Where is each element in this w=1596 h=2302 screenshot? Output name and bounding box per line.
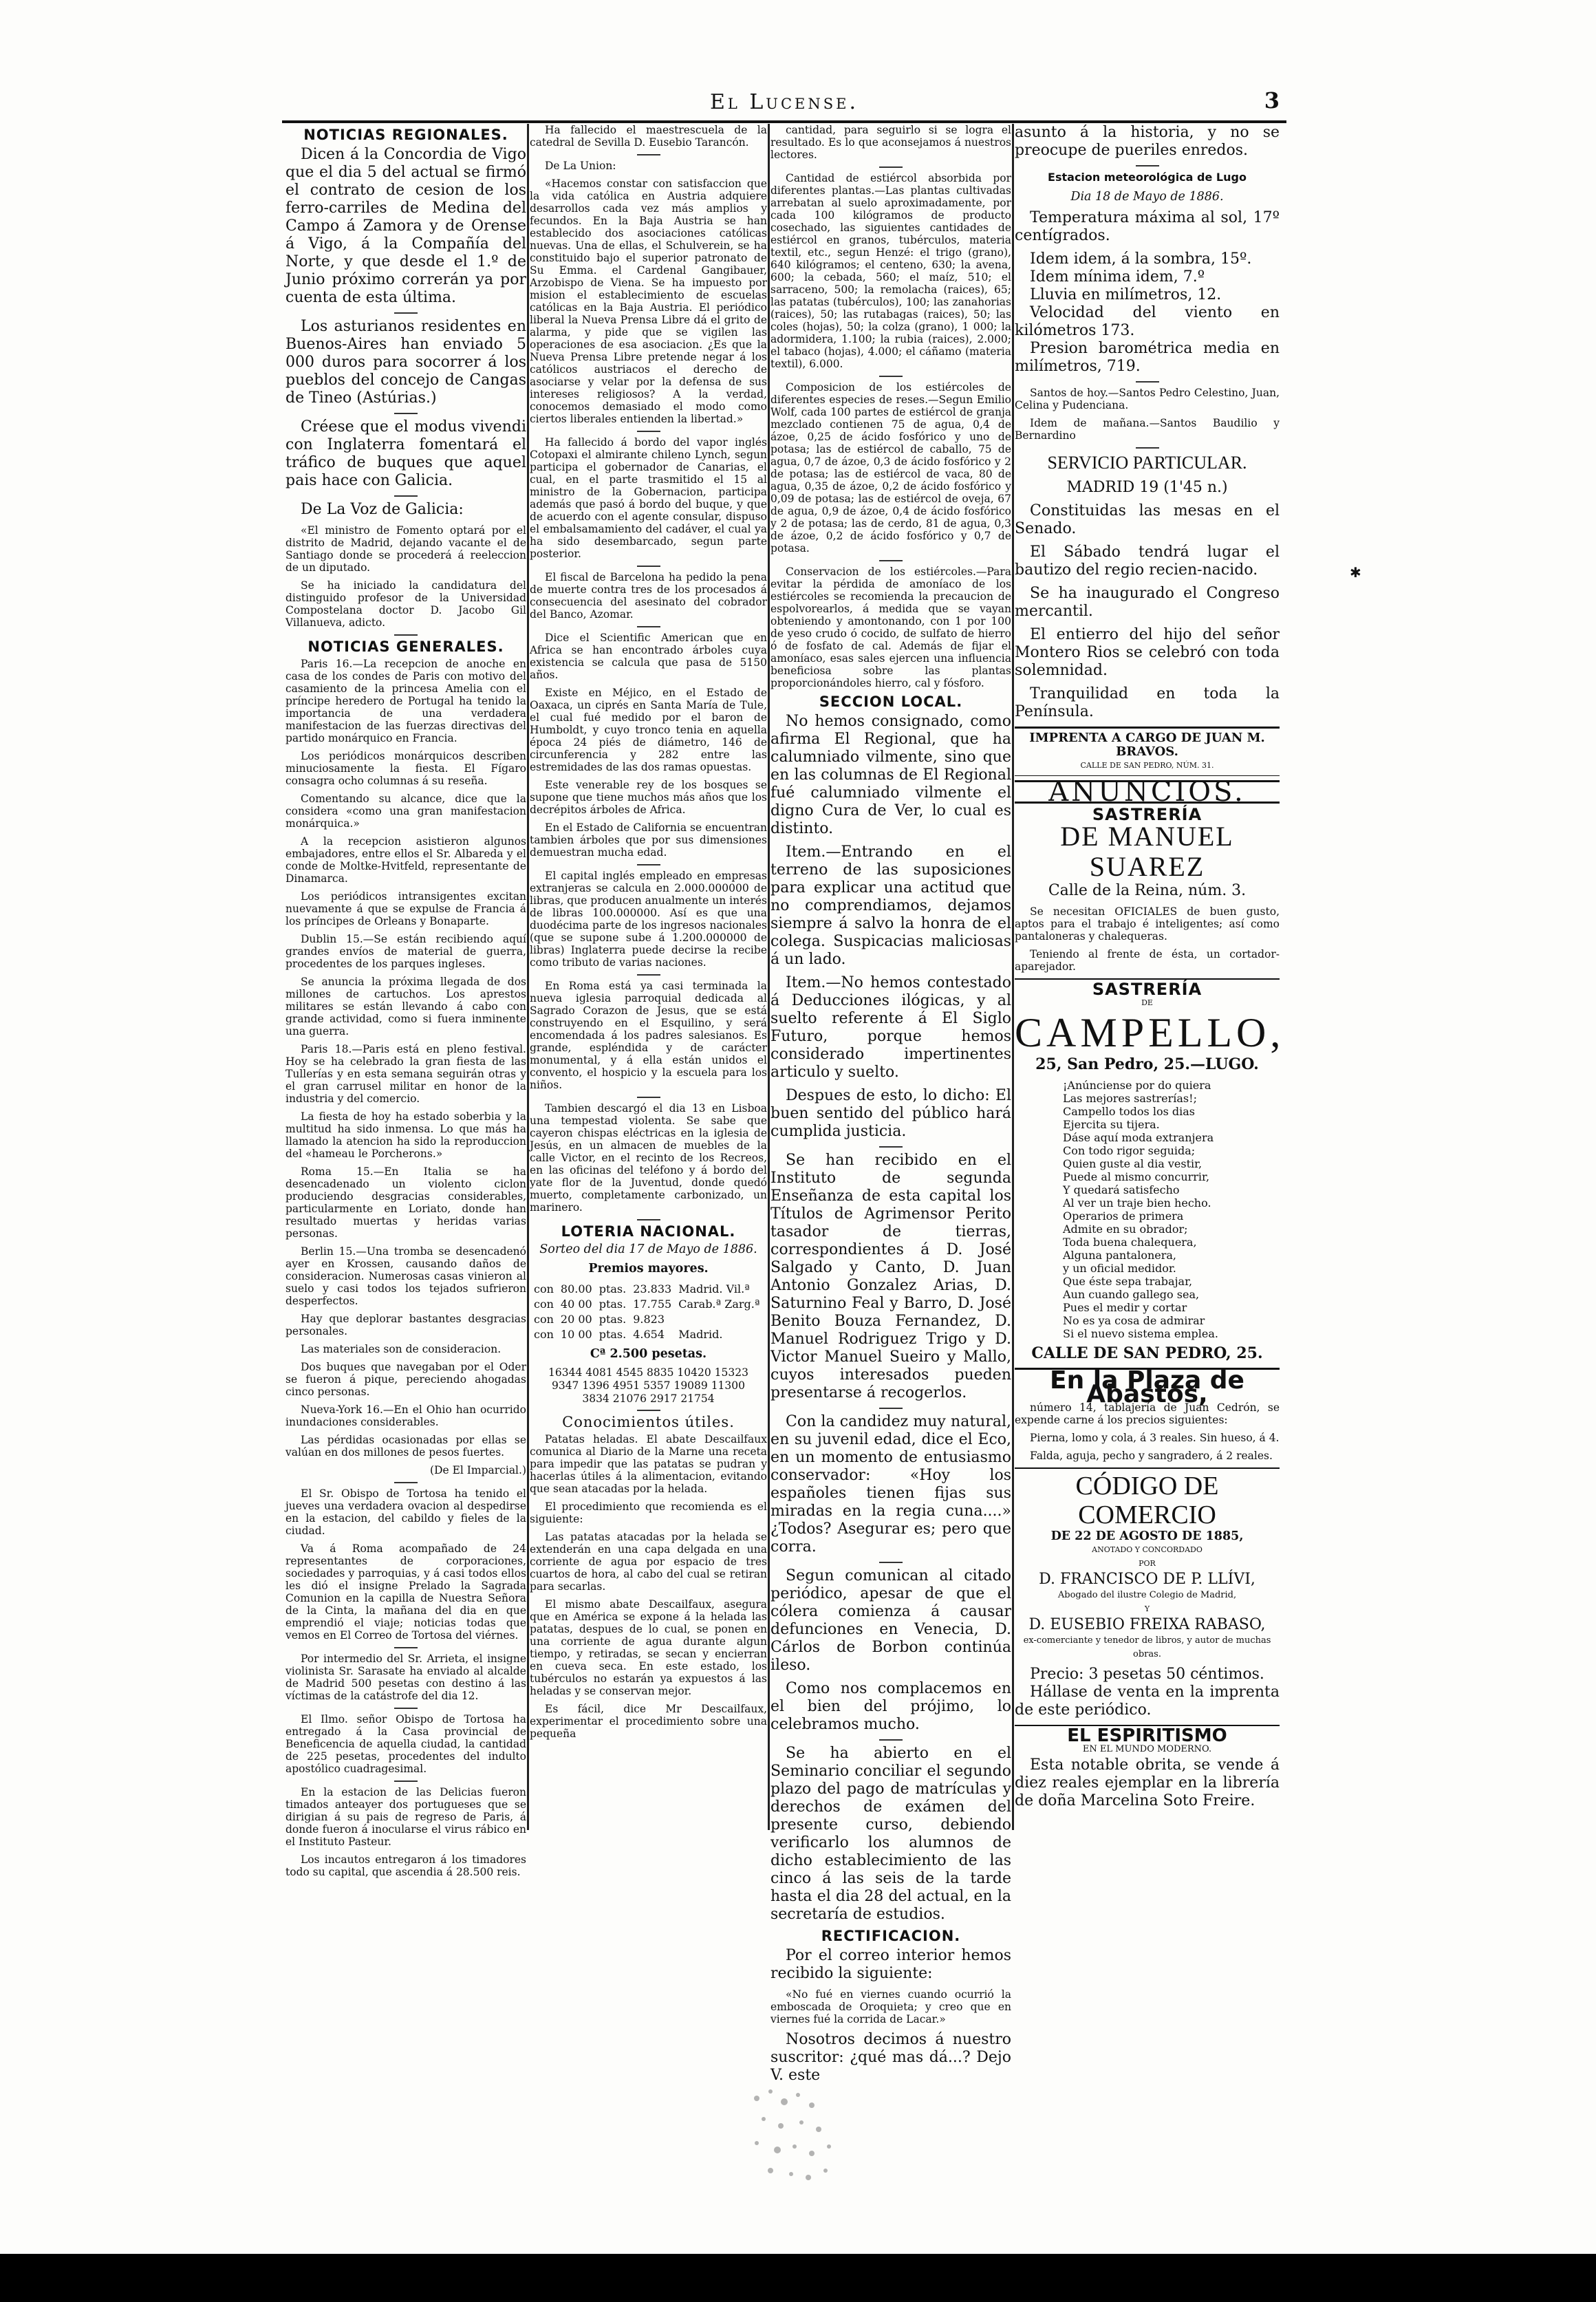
poem-line: Ejercita su tijera. <box>1063 1118 1160 1131</box>
column-1 <box>285 124 526 1878</box>
article-paragraph: Dos buques que navegaban por el Oder se fueron á pique, pereciendo ahogadas cinco personas. <box>285 1361 526 1398</box>
divider <box>879 560 903 561</box>
article-paragraph: De La Union: <box>545 160 616 172</box>
poem-line: Campello todos los dias <box>1063 1105 1196 1118</box>
article-paragraph: Item.—Entrando en el terreno de las suposiciones para explicar una actitud que no comprendiamos, dejamos siempre á salvo la honra de el colega. Suspicacias maliciosas á un lado. <box>770 843 1011 968</box>
article-paragraph: Tambien descargó el dia 13 en Lisboa una tempestad violenta. Se sabe que cayeron chispas eléctricas en la iglesia de Jesús, en un almacen de muebles de la calle Victor, en el recinto de los Recreos, en las oficinas del teléfono y á bordo del yate flor de la Juventud, donde quedó muerto, completamente carbonizado, un marinero. <box>530 1102 767 1214</box>
article-paragraph: Roma 15.—En Italia se ha desencadenado un violento ciclon produciendo desgracias considerables, particularmente en Loriato, donde han resultado muertas y heridas varias personas. <box>285 1165 526 1240</box>
premios-table <box>530 1281 764 1343</box>
article-paragraph: Es fácil, dice Mr Descailfaux, experimentar el procedimiento sobre una pequeña <box>530 1703 767 1740</box>
article-paragraph: Patatas heladas. El abate Descailfaux comunica al Diario de la Marne una receta para impedir que las patatas se pudran y hacerlas útiles á la alimentacion, evitando que sean atacadas por la helada. <box>530 1433 767 1495</box>
premios-cell: 4.654 <box>633 1328 665 1341</box>
codigo-anotado: ANOTADO Y CONCORDADO <box>1092 1545 1203 1554</box>
premios-cell: ptas. <box>598 1313 627 1326</box>
premios-cell: 17.755 <box>633 1298 672 1311</box>
article-paragraph: Composicion de los estiércoles de diferentes especies de reses.—Segun Emilio Wolf, cada 100 partes de estiércol de granja mezclado contienen 75 de agua, 0,4 de ázoe, 0,25 de ácido fosfórico y uno de potasa; las de estiércol de caballo, 75 de agua, 0,7 de ázoe, 0,3 de ácido fosfórico y 2 de potasa; las de estiércol de vaca, 80 de agua, 0,35 de ázoe, 0,2 de ácido fosfórico y 0,09 de potasa; las de estiércol de oveja, 67 de agua, 0,9 de ázoe, 0,4 de ácido fosfórico y 2 de potasa; las de cerdo, 81 de agua, 0,3 de ázoe, 0,2 de ácido fosfórico y 0,7 de potasa. <box>770 381 1011 555</box>
divider <box>637 1410 660 1411</box>
campello-footer: CALLE DE SAN PEDRO, 25. <box>1031 1344 1263 1362</box>
divider <box>637 1097 660 1098</box>
article-paragraph: En la estacion de las Delicias fueron timados anteayer dos portugueses que se dirigian á su pais de regreso de Paris, á donde fueron á inocularse el virus rábico en el Instituto Pasteur. <box>285 1786 526 1848</box>
article-paragraph: De La Voz de Galicia: <box>301 501 464 518</box>
article-paragraph: Se ha iniciado la candidatura del distinguido profesor de la Universidad Compostelana doctor D. Jacobo Gil Villanueva, adicto. <box>285 579 526 629</box>
article-paragraph: Ha fallecido á bordo del vapor inglés Cotopaxi el almirante chileno Lynch, segun participa el gobernador de Canarias, el cual, en el parte trasmitido el 15 al ministro de la Gobernacion, participa además que pasó á bordo del buque, y que de acuerdo con el agente consular, dispuso el embalsamamiento del cadáver, el cual ya ha sido desembarcado, segun parte posterior. <box>530 436 767 560</box>
meteo-line: Temperatura máxima al sol, 17º centígrados. <box>1015 209 1280 244</box>
sastreria-title: SASTRERÍA <box>1092 980 1203 999</box>
poem-line: ¡Anúnciense por do quiera <box>1063 1079 1211 1092</box>
codigo-author-desc: ex-comerciante y tenedor de libros, y autor de muchas obras. <box>1023 1635 1271 1659</box>
codigo-author: D. FRANCISCO DE P. LLÍVI, <box>1039 1571 1255 1588</box>
premios-cell <box>676 1313 762 1326</box>
c2500-row: 16344 4081 4545 8835 10420 15323 <box>548 1366 748 1379</box>
article-paragraph: La fiesta de hoy ha estado soberbia y la multitud ha sido inmensa. Lo que más ha llamado la atencion ha sido la reproduccion del «hameau le Porcherons.» <box>285 1110 526 1160</box>
article-paragraph: Dublin 15.—Se están recibiendo aquí grandes envíos de material de guerra, procedentes de los parques ingleses. <box>285 933 526 970</box>
article-paragraph: Por intermedio del Sr. Arrieta, el insigne violinista Sr. Sarasate ha enviado al alcalde de Madrid 500 pesetas con destino á las víctimas de la catástrofe del dia 12. <box>285 1653 526 1702</box>
page-number: 3 <box>1264 87 1280 114</box>
column-rule <box>768 124 770 1830</box>
article-paragraph: Créese que el modus vivendi con Inglaterra fomentará el tráfico de buques que aquel pais hace con Galicia. <box>285 418 526 489</box>
santos-manana: Idem de mañana.—Santos Baudilio y Bernardino <box>1015 417 1280 442</box>
poem-line: Toda buena chalequera, <box>1063 1236 1197 1249</box>
premios-cell: con <box>534 1313 554 1326</box>
servicio-line: Tranquilidad en toda la Península. <box>1015 685 1280 720</box>
divider <box>637 154 660 155</box>
loteria-subtitle: Sorteo del dia 17 de Mayo de 1886. <box>539 1243 757 1256</box>
meteo-title: Estacion meteorológica de Lugo <box>1048 171 1247 184</box>
espiritismo-title: EL ESPIRITISMO <box>1067 1725 1227 1746</box>
article-paragraph: «El ministro de Fomento optará por el distrito de Madrid, dejando vacante el de Santiago donde se procederá á reeleccion de un diputado. <box>285 524 526 574</box>
codigo-date: DE 22 DE AGOSTO DE 1885, <box>1050 1529 1244 1543</box>
column-rule <box>527 124 529 1830</box>
campello-poem <box>1015 1079 1280 1340</box>
plaza-title: En la Plaza de Abastos, <box>1050 1366 1244 1408</box>
servicio-line: Se ha inaugurado el Congreso mercantil. <box>1015 585 1280 620</box>
library-stamp-icon <box>715 2071 874 2208</box>
article-paragraph: Ha fallecido el maestrescuela de la catedral de Sevilla D. Eusebio Tarancón. <box>530 124 767 149</box>
section-title-regionales: NOTICIAS REGIONALES. <box>303 127 508 143</box>
premios-row <box>531 1282 762 1296</box>
article-paragraph: Comentando su alcance, dice que la considera «como una gran manifestacion monárquica.» <box>285 793 526 830</box>
meteo-line: Idem idem, á la sombra, 15º. <box>1030 250 1252 268</box>
anuncios-banner: ANUNCIOS. <box>1015 780 1280 804</box>
meteo-date: Dia 18 de Mayo de 1886. <box>1070 190 1224 204</box>
premios-row <box>531 1328 762 1342</box>
article-paragraph: Como nos complacemos en el bien del prójimo, lo celebramos mucho. <box>770 1680 1011 1733</box>
premios-cell: 9.823 <box>633 1313 665 1326</box>
codigo-venta: Hállase de venta en la imprenta de este periódico. <box>1015 1684 1280 1719</box>
article-paragraph: Paris 18.—Paris está en pleno festival. Hoy se ha celebrado la gran fiesta de las Tullerías y en esta semana seguirán otras y el gran carrusel militar en honor de la industria y del comercio. <box>285 1043 526 1105</box>
codigo-por: POR <box>1139 1559 1156 1568</box>
article-paragraph: Los incautos entregaron á los timadores todo su capital, que ascendia á 28.500 reis. <box>285 1853 526 1878</box>
poem-line: Puede al mismo concurrir, <box>1063 1170 1210 1183</box>
article-paragraph: El Ilmo. señor Obispo de Tortosa ha entregado á la Casa provincial de Beneficencia de aquella ciudad, la cantidad de 225 pesetas, procedentes del indulto apostólico cuadragesimal. <box>285 1713 526 1775</box>
divider <box>879 166 903 168</box>
article-paragraph: «No fué en viernes cuando ocurrió la emboscada de Oroquieta; y creo que en viernes fué la corrida de Lacar.» <box>770 1988 1011 2025</box>
meteo-line: Presion barométrica media en milímetros, 719. <box>1015 340 1280 375</box>
premios-row <box>531 1298 762 1311</box>
poem-line: Pues el medir y cortar <box>1063 1301 1187 1314</box>
section-title-util: Conocimientos útiles. <box>562 1414 735 1430</box>
article-paragraph: Las materiales son de consideracion. <box>301 1343 502 1355</box>
article-paragraph: Se ha abierto en el Seminario conciliar el segundo plazo del pago de matrículas y derechos de exámen del presente curso, debiendo verificarlo los alumnos de dicho establecimiento de las cinco á las seis de la tarde hasta el dia 28 del actual, en la secretaría de estudios. <box>770 1745 1011 1923</box>
sastreria-suarez-text: Se necesitan OFICIALES de buen gusto, aptos para el trabajo é inteligentes; así como pantaloneras y chalequeras. <box>1015 905 1280 943</box>
codigo-price: Precio: 3 pesetas 50 céntimos. <box>1030 1666 1264 1683</box>
article-paragraph: Berlin 15.—Una tromba se desencadenó ayer en Krossen, causando daños de consideracion. Numerosas casas vinieron al suelo y casi todos los tejados sufrieron desperfectos. <box>285 1245 526 1307</box>
c2500-row: 9347 1396 4951 5357 19089 11300 <box>551 1379 746 1392</box>
poem-line: Admite en su obrador; <box>1063 1223 1188 1236</box>
poem-line: No es ya cosa de admirar <box>1063 1314 1205 1327</box>
sastreria-suarez-address: Calle de la Reina, núm. 3. <box>1048 882 1247 899</box>
article-paragraph: Por el correo interior hemos recibido la siguiente: <box>770 1947 1011 1982</box>
article-paragraph: Paris 16.—La recepcion de anoche en casa de los condes de Paris con motivo del casamiento de la princesa Amelia con el príncipe heredero de Portugal ha tenido la importancia de una verdadera manifestacion de las fuerzas directivas del partido monárquico en Francia. <box>285 658 526 744</box>
sastreria-title: SASTRERÍA <box>1092 805 1203 824</box>
article-paragraph: Hay que deplorar bastantes desgracias personales. <box>285 1313 526 1337</box>
sastreria-de: DE <box>1141 998 1153 1007</box>
article-paragraph: Se han recibido en el Instituto de segunda Enseñanza de esta capital los Títulos de Agrimensor Perito tasador de tierras, correspondientes á D. José Salgado y Canto, D. Juan Antonio Gonzalez Arias, D. Saturnino Feal y Barro, D. José Benito Bouza Fernandez, D. Manuel Rodriguez Trigo y D. Victor Manuel Sueiro y Mallo, cuyos interesados pueden presentarse á recogerlos. <box>770 1152 1011 1401</box>
article-paragraph: Nosotros decimos á nuestro suscritor: ¿qué mas dá...? Dejo V. este <box>770 2031 1011 2084</box>
column-4 <box>1015 124 1285 1830</box>
article-paragraph: Va á Roma acompañado de 24 representantes de corporaciones, sociedades y parroquias, y á casi todos ellos les dió el insigne Prelado la Sagrada Comunion en la capilla de Nuestra Señora de la Cinta, la mañana del dia en que emprendió el viaje; noticias todas que vemos en El Correo de Tortosa del viérnes. <box>285 1542 526 1642</box>
sastreria-campello-name: CAMPELLO, <box>1015 1010 1285 1055</box>
article-paragraph: Los periódicos intransigentes excitan nuevamente á que se expulse de Francia á los príncipes de Orleans y Bonaparte. <box>285 890 526 927</box>
imprenta-address: CALLE DE SAN PEDRO, NÚM. 31. <box>1080 761 1214 770</box>
sastreria-suarez-text: Teniendo al frente de ésta, un cortador-aparejador. <box>1015 948 1280 973</box>
plaza-text: número 14, tablajería de Juan Cedrón, se expende carne á los precios siguientes: <box>1015 1401 1280 1426</box>
divider <box>637 626 660 627</box>
premios-cell: ptas. <box>598 1298 627 1311</box>
article-paragraph: Los periódicos monárquicos describen minuciosamente la fiesta. El Fígaro consagra ocho columnas á su reseña. <box>285 750 526 787</box>
divider <box>879 1562 903 1563</box>
column-3 <box>770 124 1011 2084</box>
codigo-title: CÓDIGO DE COMERCIO <box>1075 1472 1219 1529</box>
divider <box>394 634 418 636</box>
sastreria-suarez-name: DE MANUEL SUAREZ <box>1060 821 1234 882</box>
premios-cell: con <box>534 1282 554 1295</box>
santos-hoy: Santos de hoy.—Santos Pedro Celestino, Juan, Celina y Pudenciana. <box>1015 387 1280 411</box>
article-paragraph: Los asturianos residentes en Buenos-Aires han enviado 5 000 duros para socorrer á los pueblos del concejo de Cangas de Tineo (Astúrias.) <box>285 318 526 407</box>
divider <box>879 1146 903 1148</box>
poem-line: Quien guste al dia vestir, <box>1063 1157 1203 1170</box>
divider <box>1136 447 1159 449</box>
article-paragraph: cantidad, para seguirlo si se logra el resultado. Es lo que aconsejamos á nuestros lectores. <box>770 124 1011 161</box>
premios-title: Premios mayores. <box>588 1262 709 1276</box>
meteo-line: Idem mínima idem, 7.º <box>1030 268 1205 286</box>
article-paragraph: El procedimiento que recomienda es el siguiente: <box>530 1500 767 1525</box>
servicio-line: El Sábado tendrá lugar el bautizo del regio recien-nacido. <box>1015 544 1280 579</box>
article-paragraph: Item.—No hemos contestado á Deducciones ilógicas, y al suelto referente á El Siglo Futuro, porque hemos considerado impertinentes articulo y suelto. <box>770 974 1011 1081</box>
servicio-line: Constituidas las mesas en el Senado. <box>1015 502 1280 537</box>
article-paragraph: En el Estado de California se encuentran tambien árboles que por sus dimensiones demuestran mucha edad. <box>530 821 767 859</box>
article-paragraph: El Sr. Obispo de Tortosa ha tenido el jueves una verdadera ovacion al despedirse en la estacion, del cabildo y fieles de la ciudad. <box>285 1487 526 1537</box>
article-paragraph: «Hacemos constar con satisfaccion que la vida católica en Austria adquiere desarrollos cada vez más amplios y fecundos. En la Baja Austria se han establecido dos asociaciones católicas nuevas. Una de ellas, el Schulverein, se ha constituido bajo el superior patronato de Su Emma. el Cardenal Gangibauer, Arzobispo de Viena. Se ha impuesto por mision el establecimiento de escuelas católicas en la Baja Austria. El periódico liberal la Nueva Prensa Libre dá el grito de alarma, y pide que se vigilen las operaciones de esa asociacion. ¿Es que la Nueva Prensa Libre pretende negar á los católicos austriacos el derecho de asociarse y velar por la defensa de sus intereses religiosos? A la verdad, conocemos demasiado el modo como ciertos liberales entienden la libertad.» <box>530 178 767 425</box>
servicio-title: SERVICIO PARTICULAR. <box>1047 453 1247 473</box>
premios-cell: 10 00 <box>560 1328 592 1341</box>
article-paragraph: El fiscal de Barcelona ha pedido la pena de muerte contra tres de los procesados á consecuencia del asesinato del cobrador del Banco, Azomar. <box>530 571 767 621</box>
divider <box>394 1781 418 1782</box>
premios-cell: 40 00 <box>560 1298 592 1311</box>
sastreria-campello-address: 25, San Pedro, 25.—LUGO. <box>1035 1055 1259 1073</box>
poem-line: Al ver un traje bien hecho. <box>1063 1196 1211 1209</box>
premios-cell: 23.833 <box>633 1282 672 1295</box>
codigo-author-desc: Abogado del ilustre Colegio de Madrid, <box>1057 1590 1237 1600</box>
divider <box>637 1219 660 1220</box>
divider <box>879 376 903 377</box>
divider <box>637 974 660 976</box>
divider <box>637 864 660 865</box>
c2500-title: Cª 2.500 pesetas. <box>590 1347 707 1361</box>
article-paragraph: Cantidad de estiércol absorbida por diferentes plantas.—Las plantas cultivadas arrebatan al suelo aproximadamente, por cada 100 kilógramos de producto cosechado, las siguientes cantidades de estiércol en granos, tubérculos, materia textil, etc., segun Henzé: el trigo (grano), 640 kilógramos; el centeno, 630; la avena, 600; la cebada, 560; el maíz, 510; el sarraceno, 500; la remolacha (raices), 65; las patatas (tubérculos), 100; las zanahorias (raices), 50; las rutabagas (raices), 50; las coles (hojas), 50; la colza (grano), 1 000; la adormidera, 1.100; la rubia (raices), 2.000; el tabaco (hojas), 4.000; el cáñamo (materia textil), 6.000. <box>770 172 1011 370</box>
newspaper-title: El Lucense. <box>709 90 859 114</box>
c2500-list <box>530 1366 767 1406</box>
poem-line: Si el nuevo sistema emplea. <box>1063 1327 1218 1340</box>
divider <box>394 495 418 497</box>
article-paragraph: Con la candidez muy natural, en su juvenil edad, dice el Eco, en un momento de entusiasmo conservador: «Hoy los españoles tienen fijas sus miradas en la regia cuna....» ¿Todos? Asegurar es; pero que corra. <box>770 1413 1011 1556</box>
poem-line: Las mejores sastrerías!; <box>1063 1092 1197 1105</box>
article-paragraph: Existe en Méjico, en el Estado de Oaxaca, un ciprés en Santa María de Tule, el cual fué medido por el baron de Humboldt, y cuyo tronco tenia en aquella época 24 piés de diámetro, 146 de circunferencia y 282 entre las estremidades de las dos ramas opuestas. <box>530 687 767 773</box>
poem-line: Aun cuando gallego sea, <box>1063 1288 1200 1301</box>
poem-line: Y quedará satisfecho <box>1063 1183 1180 1196</box>
source-credit: (De El Imparcial.) <box>430 1464 526 1476</box>
article-paragraph: Las pérdidas ocasionadas por ellas se valúan en dos millones de pesos fuertes. <box>285 1434 526 1459</box>
premios-cell: 20 00 <box>560 1313 592 1326</box>
divider <box>1136 165 1159 166</box>
plaza-price: Pierna, lomo y cola, á 3 reales. Sin hueso, á 4. <box>1030 1432 1280 1444</box>
article-paragraph: El capital inglés empleado en empresas extranjeras se calcula en 2.000.000000 de libras, que producen anualmente un interés de libras 100.000000. Así es que una duodécima parte de los ingresos nacionales (que se supone sube á 1.200.000000 de libras) Inglaterra puede decirse la recibe como tributo de varias naciones. <box>530 870 767 969</box>
article-paragraph: Dicen á la Concordia de Vigo que el dia 5 del actual se firmó el contrato de cesion de los ferro-carriles de Medina del Campo á Zamora y de Orense á Vigo, á la Compañía del Norte, y que desde el 1.º de Junio próximo correrán ya por cuenta de esta última. <box>285 146 526 306</box>
article-paragraph: Nueva-York 16.—En el Ohio han ocurrido inundaciones considerables. <box>285 1403 526 1428</box>
divider <box>879 1739 903 1741</box>
espiritismo-subtitle: EN EL MUNDO MODERNO. <box>1082 1744 1212 1754</box>
premios-cell: Carab.ª Zarg.ª <box>678 1298 760 1311</box>
article-paragraph: El mismo abate Descailfaux, asegura que en América se expone á la helada las patatas, despues de lo cual, se ponen en una corriente de agua durante algun tiempo, y retiradas, se secan y encierran en cueva seca. En este estado, los tubérculos no estarán ya expuestos á las heladas y se conservan mejor. <box>530 1598 767 1697</box>
column-rule <box>1012 124 1014 1830</box>
poem-line: Operarios de primera <box>1063 1209 1184 1223</box>
article-paragraph: Las patatas atacadas por la helada se extenderán en una capa delgada en una corriente de agua por espacio de tres cuartos de hora, al cabo del cual se retiran para secarlas. <box>530 1531 767 1593</box>
divider <box>394 1708 418 1709</box>
premios-cell: con <box>534 1298 554 1311</box>
section-title-rectificacion: RECTIFICACION. <box>821 1928 961 1944</box>
premios-row <box>531 1313 762 1326</box>
section-title-local: SECCION LOCAL. <box>819 693 963 710</box>
article-paragraph: No hemos consignado, como afirma El Regional, que ha calumniado vilmente, sino que en las columnas de El Regional fué calumniado vilmente el digno Cura de Ver, lo cual es distinto. <box>770 713 1011 837</box>
codigo-author: D. EUSEBIO FREIXA RABASO, <box>1028 1616 1266 1633</box>
divider <box>637 431 660 432</box>
plaza-price: Falda, aguja, pecho y sangradero, á 2 reales. <box>1030 1450 1273 1462</box>
servicio-line: El entierro del hijo del señor Montero Rios se celebró con toda solemnidad. <box>1015 626 1280 679</box>
article-paragraph: Este venerable rey de los bosques se supone que tiene muchos más años que los decrépitos árboles de Africa. <box>530 779 767 816</box>
divider <box>394 1482 418 1483</box>
imprenta-line: IMPRENTA A CARGO DE JUAN M. BRAVOS. <box>1029 731 1265 759</box>
divider <box>1136 381 1159 383</box>
article-paragraph: Dice el Scientific American que en Africa se han encontrado árboles cuya existencia se calcula que pasa de 5150 años. <box>530 632 767 681</box>
divider <box>394 1647 418 1648</box>
meteo-line: Lluvia en milímetros, 12. <box>1030 286 1222 303</box>
premios-cell: ptas. <box>598 1328 627 1341</box>
meteo-line: Velocidad del viento en kilómetros 173. <box>1015 304 1280 339</box>
page-header <box>282 86 1286 123</box>
article-paragraph: A la recepcion asistieron algunos embajadores, entre ellos el Sr. Albareda y el conde de Moltke-Hvitfeld, representante de Dinamarca. <box>285 835 526 885</box>
divider <box>879 1408 903 1409</box>
article-paragraph: Conservacion de los estiércoles.—Para evitar la pérdida de amoníaco de los estiércoles se recomienda la precaucion de espolvorearlos, á medida que se vayan obteniendo y amontonando, con 1 por 100 de yeso crudo ó cocido, de sulfato de hierro ó de fosfato de cal. Además de fijar el amoníaco, esas sales ejercen una influencia beneficiosa sobre las plantas proporcionándoles hierro, cal y fósforo. <box>770 566 1011 689</box>
premios-cell: Madrid. <box>678 1328 723 1341</box>
asterisk-mark: ✱ <box>1350 564 1361 581</box>
section-title-generales: NOTICIAS GENERALES. <box>308 638 504 655</box>
article-paragraph: Se anuncia la próxima llegada de dos millones de cartuchos. Los aprestos militares se están llevando á cabo con grande actividad, como si fuera inminente una guerra. <box>285 976 526 1037</box>
article-paragraph: Segun comunican al citado periódico, apesar de que el cólera comienza á causar defunciones en Venecia, D. Cárlos de Borbon continúa ileso. <box>770 1567 1011 1674</box>
poem-line: Que éste sepa trabajar, <box>1063 1275 1193 1288</box>
article-paragraph: En Roma está ya casi terminada la nueva iglesia parroquial dedicada al Sagrado Corazon de Jesus, que se está construyendo en el Esquilino, y será encomendada á los padres salesianos. Es grande, espléndida y de carácter monumental, y á ella están unidos el convento, el hospicio y la escuela para los niños. <box>530 980 767 1091</box>
poem-line: y un oficial medidor. <box>1063 1262 1176 1275</box>
scan-bottom-edge <box>0 2254 1596 2302</box>
column-2 <box>530 124 767 1830</box>
divider <box>394 312 418 314</box>
premios-cell: ptas. <box>598 1282 627 1295</box>
c2500-row: 3834 21076 2917 21754 <box>582 1392 715 1405</box>
poem-line: Dáse aquí moda extranjera <box>1063 1131 1214 1144</box>
espiritismo-text: Esta notable obrita, se vende á diez reales ejemplar en la librería de doña Marcelina Soto Freire. <box>1015 1756 1280 1809</box>
section-title-loteria: LOTERIA NACIONAL. <box>561 1223 736 1240</box>
premios-cell: Madrid. Vil.ª <box>678 1282 750 1295</box>
article-paragraph: asunto á la historia, y no se preocupe de pueriles enredos. <box>1015 124 1280 159</box>
poem-line: Alguna pantalonera, <box>1063 1249 1176 1262</box>
poem-line: Con todo rigor seguida; <box>1063 1144 1196 1157</box>
codigo-y: Y <box>1144 1604 1150 1613</box>
premios-cell: 80.00 <box>560 1282 592 1295</box>
article-paragraph: Despues de esto, lo dicho: El buen sentido del público hará cumplida justicia. <box>770 1087 1011 1140</box>
divider <box>637 566 660 567</box>
divider <box>394 413 418 414</box>
premios-cell: con <box>534 1328 554 1341</box>
servicio-date: MADRID 19 (1'45 n.) <box>1066 479 1228 496</box>
